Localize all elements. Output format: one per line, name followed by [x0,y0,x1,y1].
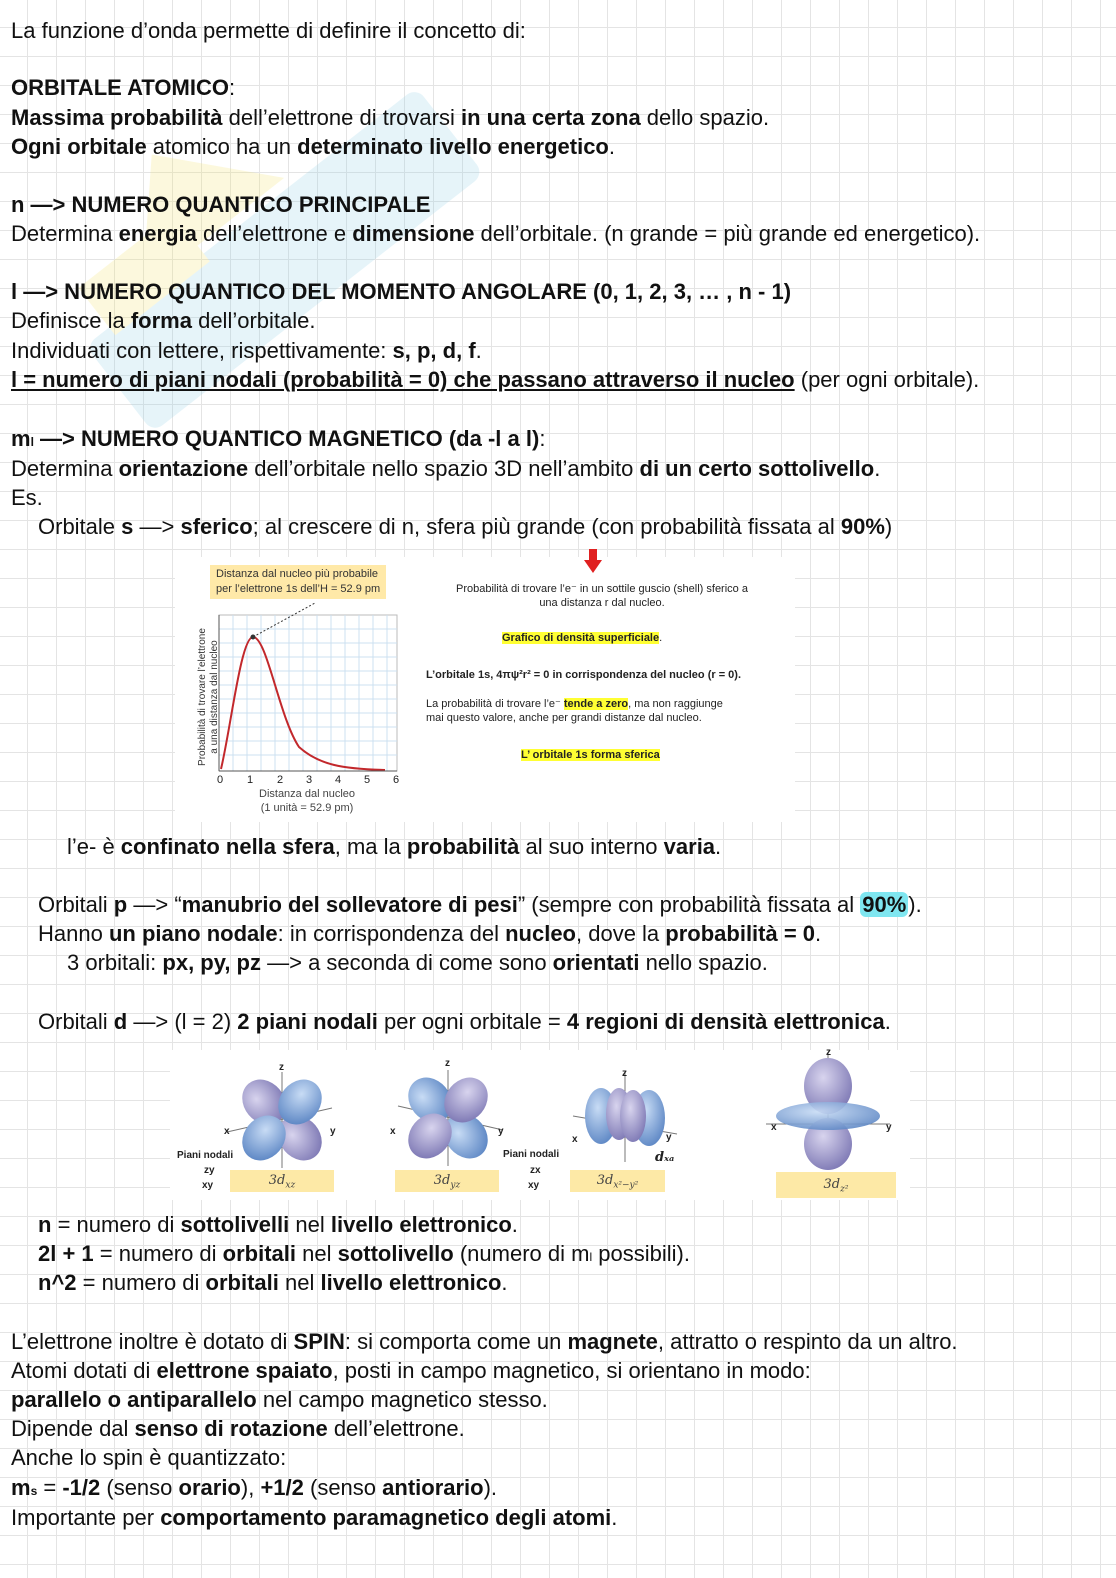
piani-nodali-1-a: zy [204,1165,215,1176]
axis-z-2: z [445,1058,450,1069]
axis-y-3: y [666,1132,672,1143]
axis-z-1: z [279,1062,284,1073]
axis-x-1: x [224,1126,230,1137]
spin-line-1: L’elettrone inoltre è dotato di SPIN: si comporta come un magnete, attratto o respinto da un altro. [11,1329,958,1354]
axis-x-2: x [390,1126,396,1137]
orbital-3dxz [227,1071,332,1169]
orbital-3dx2-y2 [573,1072,677,1162]
counts-line-1: n = numero di sottolivelli nel livello elettronico. [38,1212,518,1237]
p-line-3: 3 orbitali: px, py, pz —> a seconda di come sono orientati nello spazio. [67,950,768,975]
piani-nodali-2: Piani nodali [503,1149,560,1160]
l-desc-1: Definisce la forma dell’orbitale. [11,308,316,333]
orbitale-title: ORBITALE ATOMICO: [11,75,236,100]
orbital-3dyz [398,1069,503,1167]
label-3dx2-y2: $3d_{x^2-y^2}$ [570,1170,665,1192]
piani-nodali-2-a: zx [530,1165,541,1176]
x-tick-2: 2 [277,774,284,786]
label-3dyz: $3d_{yz}$ [395,1170,499,1192]
orbital-3dz2 [766,1052,890,1170]
l-desc-3: l = numero di piani nodali (probabilità = 0) che passano attraverso il nucleo (per ogni orbitale). [11,367,980,392]
x-axis-label: Distanza dal nucleo (1 unità = 52.9 pm) [259,788,356,814]
piani-nodali-2-b: xy [528,1180,540,1191]
spin-line-5: Anche lo spin è quantizzato: [11,1445,287,1470]
ml-desc: Determina orientazione dell’orbitale nello spazio 3D nell’ambito di un certo sottolivello. [11,456,881,481]
x-tick-0: 0 [217,774,224,786]
es-label: Es. [11,485,43,510]
l-desc-2: Individuati con lettere, rispettivamente: s, p, d, f. [11,338,482,363]
s-orbital-line: Orbitale s —> sferico; al crescere di n, sfera più grande (con probabilità fissata al 90%) [38,514,893,539]
note-1s-sphere: L’ orbitale 1s forma sferica [521,749,660,761]
x-tick-3: 3 [306,774,313,786]
spin-line-4: Dipende dal senso di rotazione dell’elettrone. [11,1416,465,1441]
spin-line-2: Atomi dotati di elettrone spaiato, posti in campo magnetico, si orientano in modo: [11,1358,811,1383]
y-axis-label: Probabilità di trovare l’elettrone a una distanza dal nucleo [197,628,220,766]
ml-title: ml —> NUMERO QUANTICO MAGNETICO (da -l a l): [11,426,546,451]
counts-line-3: n^2 = numero di orbitali nel livello elettronico. [38,1270,508,1295]
intro-line: La funzione d’onda permette di definire il concetto di: [11,18,526,43]
n-title: n —> NUMERO QUANTICO PRINCIPALE [11,192,431,217]
note-surface-density: Grafico di densità superficiale. [502,632,663,644]
axis-x-3: x [572,1134,578,1145]
piani-nodali-1-b: xy [202,1180,214,1191]
radial-probability-figure [175,557,795,822]
orbitale-line-1: Massima probabilità dell’elettrone di trovarsi in una certa zona dello spazio. [11,105,770,130]
axis-z-3: z [622,1068,627,1079]
axis-x-4: x [771,1122,777,1133]
label-3dz2: $3d_{z^2}$ [776,1172,896,1198]
x-tick-1: 1 [247,774,254,786]
x-tick-6: 6 [393,774,400,786]
n-desc: Determina energia dell’elettrone e dimensione dell’orbitale. (n grande = più grande ed energetico). [11,221,981,246]
x-tick-5: 5 [364,774,371,786]
x-tick-4: 4 [335,774,342,786]
axis-z-4: z [826,1047,831,1058]
axis-y-1: y [330,1126,336,1137]
orbitale-line-2: Ogni orbitale atomico ha un determinato livello energetico. [11,134,615,159]
confined-line: l’e- è confinato nella sfera, ma la probabilità al suo interno varia. [67,834,722,859]
dxz-handwritten: dₓₐ [655,1150,675,1165]
d-orbitals-figure [170,1047,910,1200]
spin-line-3: parallelo o antiparallelo nel campo magnetico stesso. [11,1387,548,1412]
note-shell: Probabilità di trovare l’e⁻ in un sottile guscio (shell) sferico a una distanza r dal nucleo. [456,583,748,609]
p-line-2: Hanno un piano nodale: in corrispondenza del nucleo, dove la probabilità = 0. [38,921,822,946]
label-3dxz: $3d_{xz}$ [230,1170,334,1192]
axis-y-2: y [498,1126,504,1137]
spin-line-6: ms = -1/2 (senso orario), +1/2 (senso antiorario). [11,1475,498,1500]
counts-line-2: 2l + 1 = numero di orbitali nel sottolivello (numero di ml possibili). [38,1241,690,1266]
axis-y-4: y [886,1122,892,1133]
l-title: l —> NUMERO QUANTICO DEL MOMENTO ANGOLARE (0, 1, 2, 3, … , n - 1) [11,279,792,304]
red-down-arrow-icon [584,549,602,575]
d-line: Orbitali d —> (l = 2) 2 piani nodali per ogni orbitale = 4 regioni di densità elettronica. [38,1009,891,1034]
note-tends-zero: La probabilità di trovare l’e⁻ tende a zero, ma non raggiunge mai questo valore, anche per grandi distanze dal nucleo. [426,698,723,724]
max-probability-callout: Distanza dal nucleo più probabile per l’elettrone 1s dell’H = 52.9 pm [210,565,386,599]
piani-nodali-1: Piani nodali [177,1150,234,1161]
spin-line-7: Importante per comportamento paramagnetico degli atomi. [11,1505,618,1530]
p-line-1: Orbitali p —> “manubrio del sollevatore di pesi” (sempre con probabilità fissata al 90%). [38,892,922,917]
note-1s-zero: L’orbitale 1s, 4πψ²r² = 0 in corrispondenza del nucleo (r = 0). [426,669,742,681]
